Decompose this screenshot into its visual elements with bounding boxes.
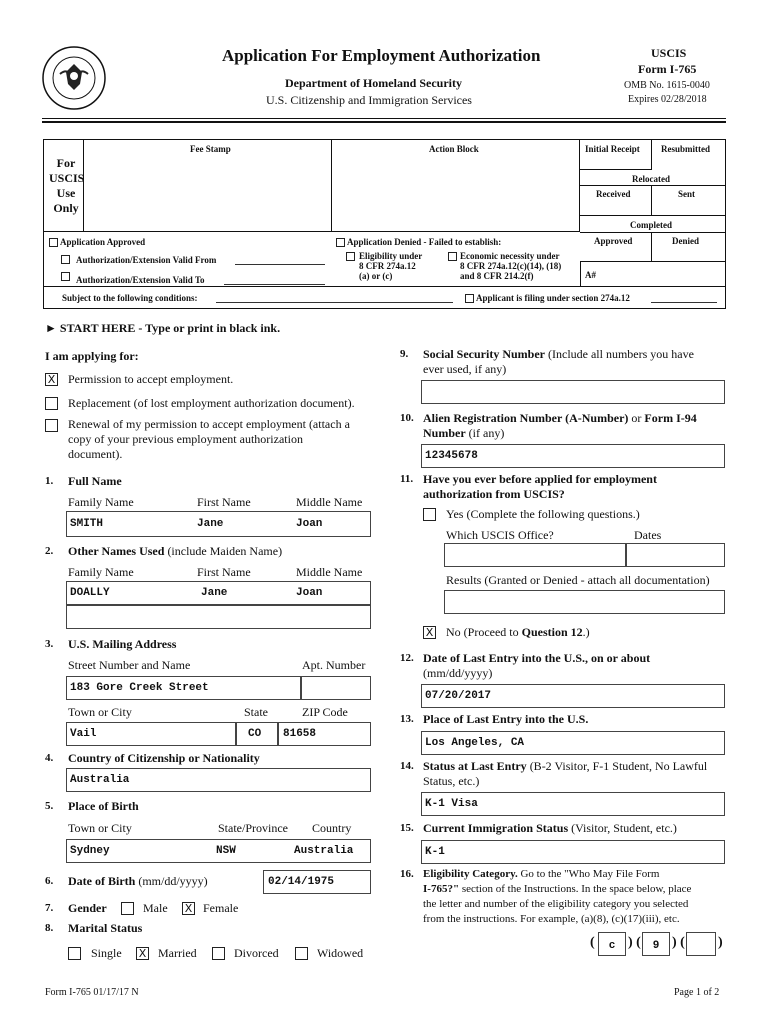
q1-middle-value: Joan [296,518,323,530]
q3-street-label: Street Number and Name [68,658,191,672]
q3-label: U.S. Mailing Address [68,637,177,651]
valid-from-line [235,264,325,265]
divorced-label: Divorced [234,946,279,960]
q2-first-value: Jane [201,587,228,599]
valid-to-line [224,284,325,285]
q14-number: 14. [400,760,414,772]
q10-number: 10. [400,412,414,424]
widowed-checkbox[interactable] [295,947,308,960]
female-checkbox[interactable]: X [182,902,195,915]
q15-number: 15. [400,822,414,834]
a-number-label: A# [585,270,596,280]
q3-apt-field[interactable] [301,676,371,700]
header-divider [42,118,726,123]
single-label: Single [91,946,122,960]
eligibility-text: Eligibility under 8 CFR 274a.12 (a) or (c) [359,251,423,281]
economic-checkbox[interactable] [448,252,457,261]
q16-label: Eligibility Category. Go to the "Who May File Form I-765?" section of the Instructions. In the space below, place the letter and number of the eligibility category you selected from the instructions. For example, (a)(8), (c)(17)(iii), etc. [423,868,692,925]
q7-label: Gender [68,901,107,915]
for-uscis-label: For USCIS Use Only [49,156,85,215]
q1-label: Full Name [68,474,122,488]
q1-first-value: Jane [197,518,224,530]
q2-middle-label: Middle Name [296,565,363,579]
q10-value: 12345678 [425,450,478,462]
applying-label: I am applying for: [45,349,139,363]
q16-number: 16. [400,868,414,880]
q11-dates-label: Dates [634,528,662,542]
app-denied-checkbox[interactable] [336,238,345,247]
q4-label: Country of Citizenship or Nationality [68,751,260,765]
divorced-checkbox[interactable] [212,947,225,960]
female-label: Female [203,901,239,915]
q3-zip-value: 81658 [283,728,317,740]
q5-province-label: State/Province [218,821,288,835]
q3-state-value: CO [248,728,262,740]
q10-label: Alien Registration Number (A-Number) or Form I-94 Number (if any) [423,411,697,440]
approved-label: Approved [594,236,633,246]
q11-yes-checkbox[interactable] [423,508,436,521]
renewal-label: Renewal of my permission to accept employment (attach a copy of your previous employment authorization document). [68,417,350,461]
agency: U.S. Citizenship and Immigration Services [266,93,472,107]
q6-value: 02/14/1975 [268,876,335,888]
uscis-label: USCIS [651,46,687,60]
married-checkbox[interactable]: X [136,947,149,960]
q16-category-fields: ( c ) ( 9 ) ( ) [590,932,730,958]
male-label: Male [143,901,168,915]
permission-checkbox[interactable]: X [45,373,58,386]
q6-label: Date of Birth (mm/dd/yyyy) [68,874,208,888]
q13-value: Los Angeles, CA [425,737,525,749]
q11-number: 11. [400,473,414,485]
q15-label: Current Immigration Status (Visitor, Student, etc.) [423,821,677,835]
q2-name-field-2[interactable] [66,605,371,629]
q11-label: Have you ever before applied for employment authorization from USCIS? [423,472,657,501]
replacement-checkbox[interactable] [45,397,58,410]
q5-town-label: Town or City [68,821,132,835]
q15-field[interactable] [421,840,725,864]
triangle-right-icon: ► [45,321,60,335]
q2-middle-value: Joan [296,587,323,599]
q9-label: Social Security Number (Include all numbers you have ever used, if any) [423,347,694,376]
app-approved-checkbox[interactable] [49,238,58,247]
q2-label: Other Names Used (include Maiden Name) [68,544,283,558]
q11-dates-field[interactable] [626,543,725,567]
q3-street-value: 183 Gore Creek Street [70,682,209,694]
q2-first-label: First Name [197,565,251,579]
q7-number: 7. [45,902,54,914]
economic-text: Economic necessity under 8 CFR 274a.12(c)(14), (18) and 8 CFR 214.2(f) [460,251,562,281]
q1-number: 1. [45,475,54,487]
q16-number-field[interactable] [642,932,670,956]
q3-number: 3. [45,638,54,650]
form-number: Form I-765 [638,62,697,76]
replacement-label: Replacement (of lost employment authorization document). [68,396,355,410]
q5-town-value: Sydney [70,845,110,857]
dhs-seal [42,46,106,110]
q5-province-value: NSW [216,845,236,857]
q3-town-label: Town or City [68,705,132,719]
q8-label: Marital Status [68,921,143,935]
q1-family-value: SMITH [70,518,104,530]
q1-family-label: Family Name [68,495,134,509]
q5-country-label: Country [312,821,352,835]
form-title: Application For Employment Authorization [222,46,541,65]
conditions-line [216,302,453,303]
app-denied-label: Application Denied - Failed to establish: [347,237,502,247]
q11-results-field[interactable] [444,590,725,614]
q6-number: 6. [45,875,54,887]
married-label: Married [158,946,197,960]
q5-number: 5. [45,800,54,812]
q1-middle-label: Middle Name [296,495,363,509]
q16-sub-field[interactable] [686,932,716,956]
start-here: ► START HERE - Type or print in black ink. [45,321,281,335]
q11-no-label: No (Proceed to Question 12.) [446,625,590,639]
filing-274-line [651,302,717,303]
valid-from-checkbox[interactable] [61,255,70,264]
valid-to-label: Authorization/Extension Valid To [76,275,205,285]
male-checkbox[interactable] [121,902,134,915]
footer-page: Page 1 of 2 [674,987,720,998]
q9-field[interactable] [421,380,725,404]
q2-family-value: DOALLY [70,587,110,599]
department: Department of Homeland Security [285,76,462,90]
q12-value: 07/20/2017 [425,690,492,702]
q11-yes-label: Yes (Complete the following questions.) [446,507,640,521]
q15-value: K-1 [425,846,445,858]
denied-label: Denied [672,236,699,246]
relocated-label: Relocated [632,174,670,184]
q16-letter-value: c [608,940,616,952]
completed-label: Completed [630,220,672,230]
q3-town-value: Vail [70,728,97,740]
q5-label: Place of Birth [68,799,139,813]
q11-no-checkbox[interactable]: X [423,626,436,639]
resubmitted-label: Resubmitted [661,144,710,154]
eligibility-checkbox[interactable] [346,252,355,261]
q13-number: 13. [400,713,414,725]
valid-from-label: Authorization/Extension Valid From [76,255,217,265]
widowed-label: Widowed [317,946,364,960]
footer-form-id: Form I-765 01/17/17 N [45,987,139,998]
q11-results-label: Results (Granted or Denied - attach all documentation) [446,573,710,587]
office-use-block [43,139,726,309]
q3-zip-label: ZIP Code [302,705,348,719]
q12-number: 12. [400,652,414,664]
filing-274-label: Applicant is filing under section 274a.12 [476,293,630,303]
q3-apt-label: Apt. Number [302,658,366,672]
filing-274-checkbox[interactable] [465,294,474,303]
q2-family-label: Family Name [68,565,134,579]
expires: Expires 02/28/2018 [628,94,707,105]
q8-number: 8. [45,922,54,934]
q2-number: 2. [45,545,54,557]
app-approved-label: Application Approved [60,237,146,247]
q1-first-label: First Name [197,495,251,509]
q4-number: 4. [45,752,54,764]
fee-stamp-label: Fee Stamp [190,144,231,154]
received-label: Received [596,189,631,199]
initial-receipt-label: Initial Receipt [585,144,640,154]
valid-to-checkbox[interactable] [61,272,70,281]
omb-number: OMB No. 1615-0040 [624,80,710,91]
q14-value: K-1 Visa [425,798,478,810]
q9-number: 9. [400,348,409,360]
action-block-label: Action Block [429,144,479,154]
q5-country-value: Australia [294,845,354,857]
conditions-label: Subject to the following conditions: [62,293,198,303]
permission-label: Permission to accept employment. [68,372,234,386]
renewal-checkbox[interactable] [45,419,58,432]
q16-letter-field[interactable] [598,932,626,956]
q11-office-field[interactable] [444,543,626,567]
q14-label: Status at Last Entry (B-2 Visitor, F-1 Student, No Lawful Status, etc.) [423,759,708,788]
q12-label: Date of Last Entry into the U.S., on or about (mm/dd/yyyy) [423,651,651,680]
q4-value: Australia [70,774,130,786]
q3-state-label: State [244,705,268,719]
single-checkbox[interactable] [68,947,81,960]
q11-office-label: Which USCIS Office? [446,528,554,542]
q16-number-value: 9 [652,940,660,952]
q13-label: Place of Last Entry into the U.S. [423,712,589,726]
sent-label: Sent [678,189,696,199]
